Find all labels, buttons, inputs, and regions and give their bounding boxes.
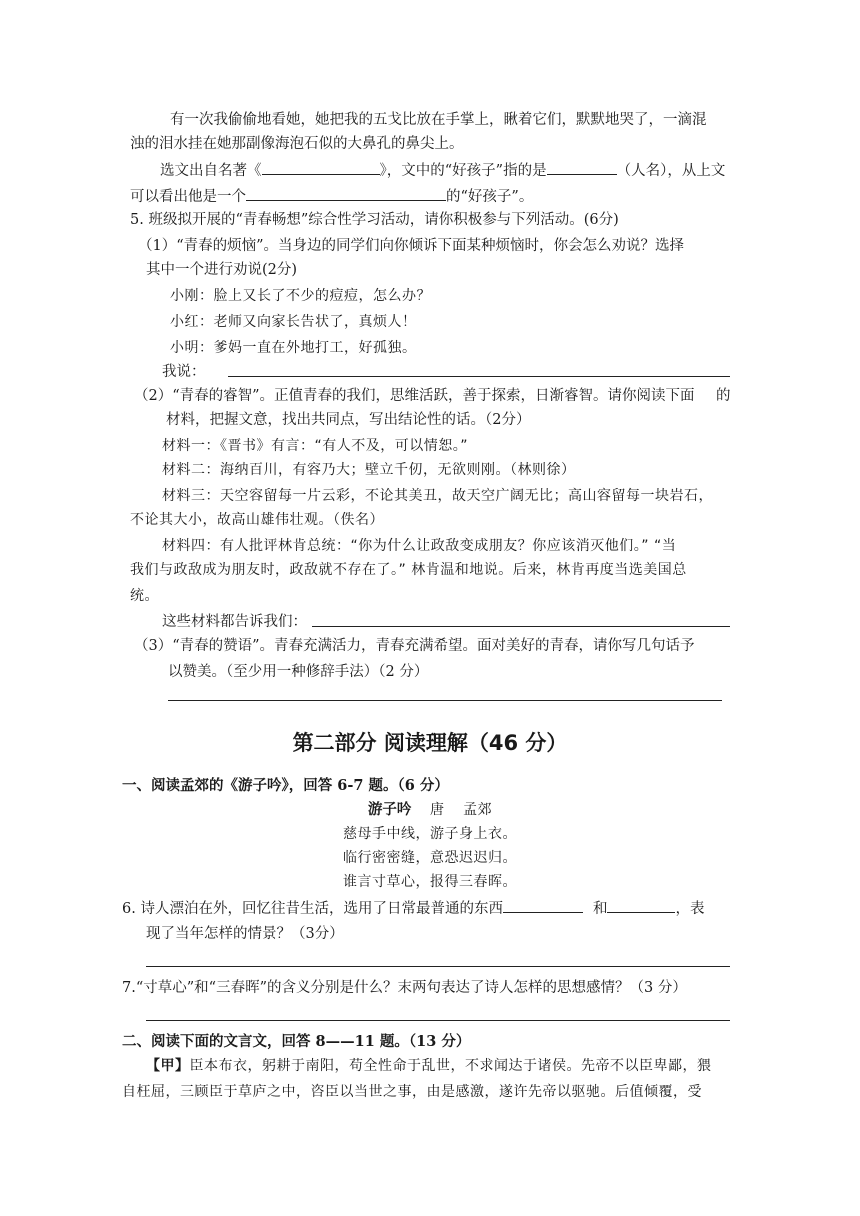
worry-item: 小红：老师又向家长告状了，真烦人！ <box>170 314 417 330</box>
material-4-line-2: 我们与政敌成为朋友时，政敌就不存在了。” 林肯温和地说。后来，林肯再度当选美国总 <box>130 562 687 578</box>
q6-prefix: 6. 诗人漂泊在外，回忆往昔生活，选用了日常最普通的东西 <box>122 901 503 917</box>
question-4-line-1 <box>160 160 725 181</box>
question-6-line-2: 现了当年怎样的情景？（3分） <box>146 926 344 942</box>
praise-answer-line[interactable] <box>168 700 722 701</box>
q6-suffix: ，表 <box>675 901 705 917</box>
poem-author: 孟郊 <box>463 802 493 818</box>
story-line-2: 浊的泪水挂在她那副像海泡石似的大鼻孔的鼻尖上。 <box>130 136 464 152</box>
q7-answer-line[interactable] <box>146 1020 730 1021</box>
i-say-answer-line[interactable] <box>228 376 730 377</box>
question-4-line-2 <box>130 186 533 207</box>
q6-answer-line[interactable] <box>146 966 730 967</box>
q4-line2-suffix: 的“好孩子”。 <box>446 189 534 205</box>
q4-prefix: 选文出自名著《 <box>160 163 262 179</box>
part-2-title: 第二部分 阅读理解（46 分） <box>292 731 568 755</box>
item-blank-2[interactable] <box>607 898 675 913</box>
question-7: 7.“寸草心”和“三春晖”的含义分别是什么？末两句表达了诗人怎样的思想感情？（3 分） <box>122 980 687 996</box>
material-2: 材料二：海纳百川，有容乃大；壁立千仞，无欲则刚。（林则徐） <box>162 462 576 478</box>
q5-sub3-line-1: （3）“青春的赞语”。青春充满活力，青春充满希望。面对美好的青春，请你写几句话予 <box>134 638 695 654</box>
worry-item: 小刚：脸上又长了不少的痘痘，怎么办？ <box>170 288 431 304</box>
text-a-line-2: 自枉屈，三顾臣于草庐之中，咨臣以当世之事，由是感激，遂许先帝以驱驰。后值倾覆，受 <box>122 1084 702 1100</box>
poem-line: 谁言寸草心，报得三春晖。 <box>343 874 517 890</box>
book-title-blank[interactable] <box>262 160 380 175</box>
q5-sub2-line-1: （2）“青春的睿智”。正值青春的我们，思维活跃，善于探索，日渐睿智。请你阅读下面 <box>134 388 695 404</box>
material-4-line-3: 统。 <box>130 588 159 604</box>
section-1-heading: 一、阅读孟郊的《游子吟》，回答 6-7 题。（6 分） <box>122 777 449 794</box>
q4-mid1: 》，文中的“好孩子”指的是 <box>379 163 547 179</box>
material-4-line-1: 材料四：有人批评林肯总统：“你为什么让政敌变成朋友？你应该消灭他们。” “当 <box>162 538 677 554</box>
question-6-line-1 <box>122 898 704 919</box>
text-a-label: 【甲】 <box>146 1058 190 1074</box>
text-a-line-1-text: 臣本布衣，躬耕于南阳，苟全性命于乱世，不求闻达于诸侯。先帝不以臣卑鄙，猥 <box>189 1058 712 1074</box>
name-blank[interactable] <box>547 160 617 175</box>
q5-sub1-line-1: （1）“青春的烦恼”。当身边的同学们向你倾诉下面某种烦恼时，你会怎么劝说？选择 <box>138 238 685 254</box>
poem-line: 慈母手中线，游子身上衣。 <box>343 826 517 842</box>
conclusion-label: 这些材料都告诉我们： <box>162 614 307 630</box>
q4-mid2: （人名），从上文 <box>616 163 726 179</box>
question-5-heading: 5. 班级拟开展的“青春畅想”综合性学习活动，请你积极参与下列活动。(6分) <box>130 212 619 228</box>
character-blank[interactable] <box>246 186 446 201</box>
poem-dynasty: 唐 <box>430 802 445 818</box>
q5-sub3-line-2: 以赞美。（至少用一种修辞手法）（2 分） <box>168 664 429 680</box>
story-line-1: 有一次我偷偷地看她，她把我的五戈比放在手掌上，瞅着它们，默默地哭了，一滴混 <box>170 112 707 128</box>
poem-title: 游子吟 <box>367 801 412 818</box>
q4-line2-prefix: 可以看出他是一个 <box>130 189 246 205</box>
q5-sub2-line-1-tail: 的 <box>716 388 731 404</box>
i-say-label: 我说： <box>162 364 206 380</box>
material-3-line-2: 不论其大小，故高山雄伟壮观。（佚名） <box>130 512 384 528</box>
poem-line: 临行密密缝，意恐迟迟归。 <box>343 850 517 866</box>
material-3-line-1: 材料三：天空容留每一片云彩，不论其美丑，故天空广阔无比；高山容留每一块岩石， <box>162 488 713 504</box>
q5-sub1-line-2: 其中一个进行劝说(2分) <box>146 262 298 278</box>
material-1: 材料一：《晋书》有言：“有人不及，可以情恕。” <box>162 438 469 454</box>
item-blank-1[interactable] <box>503 898 583 913</box>
poem-title-line <box>0 800 860 820</box>
text-a-line-1 <box>146 1056 712 1076</box>
q5-sub2-line-2: 材料，把握文意，找出共同点，写出结论性的话。（2分） <box>166 412 531 428</box>
section-2-heading: 二、阅读下面的文言文，回答 8——11 题。（13 分） <box>122 1033 471 1050</box>
q6-and: 和 <box>592 901 608 917</box>
worry-item: 小明：爹妈一直在外地打工，好孤独。 <box>170 340 417 356</box>
conclusion-answer-line[interactable] <box>312 626 730 627</box>
